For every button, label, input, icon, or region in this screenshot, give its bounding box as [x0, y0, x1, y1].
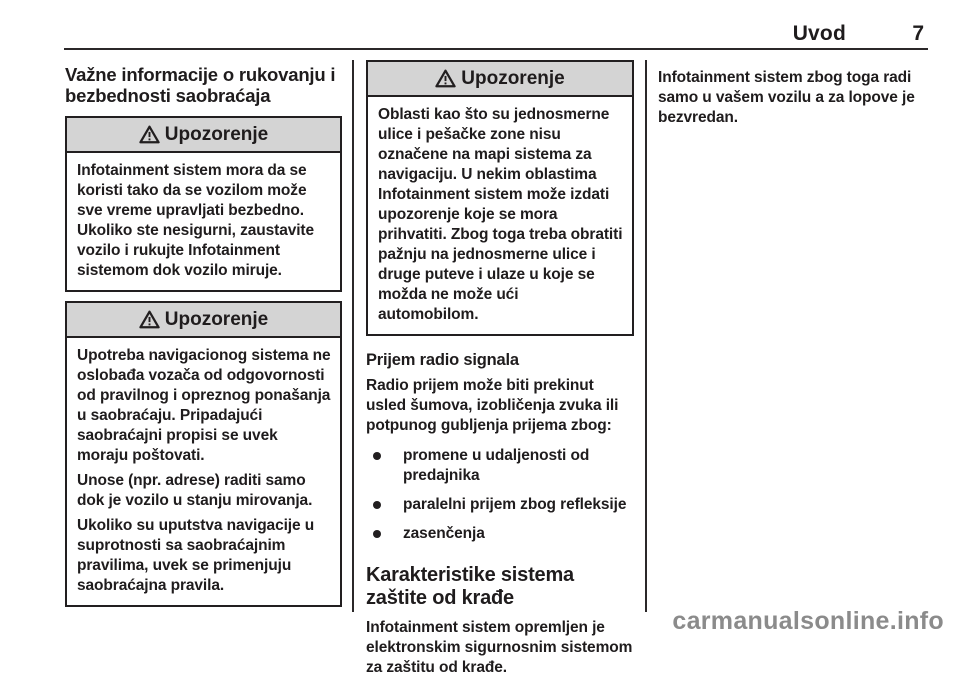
bullet-text: zasenčenja [403, 525, 485, 542]
radio-reception-paragraph: Radio prijem može biti prekinut usled šumova, izobličenja zvuka ili potpunog gubljenja prijema zbog: [366, 377, 619, 434]
warning-triangle-icon [139, 125, 160, 144]
theft-protection-heading: Karakteristike sistema zaštite od krađe [366, 564, 574, 609]
warning-label: Upozorenje [164, 308, 269, 330]
warning-box-2-paragraph: Upotreba navigacionog sistema ne oslobađa vozača od odgovornosti od pravilnog i opreznog ponašanja u saobraćaju. Pripadajući saobraćajni propisi se uvek moraju poštovati. [77, 347, 331, 464]
header-section-title: Uvod [792, 22, 846, 45]
warning-label: Upozorenje [461, 67, 565, 89]
theft-protection-continued-paragraph: Infotainment sistem zbog toga radi samo u vašem vozilu a za lopove je bezvredan. [658, 69, 915, 126]
warning-box-3 [366, 60, 634, 336]
column-divider-right [645, 60, 647, 612]
list-item [366, 446, 634, 486]
warning-box-3-body [368, 97, 632, 334]
warning-label: Upozorenje [164, 123, 269, 145]
column-divider-left [352, 60, 354, 612]
column-middle [366, 60, 634, 678]
list-item [366, 495, 634, 515]
header-rule [64, 48, 928, 50]
warning-box-1-body [67, 153, 340, 290]
warning-box-2-header [67, 303, 340, 338]
radio-reception-bullet-list [366, 446, 634, 544]
theft-protection-paragraph: Infotainment sistem opremljen je elektronskim sigurnosnim sistemom za zaštitu od krađe. [366, 619, 633, 676]
bullet-dot [373, 452, 381, 460]
column-right [658, 60, 934, 128]
warning-box-2-paragraph: Unose (npr. adrese) raditi samo dok je vozilo u stanju mirovanja. [77, 472, 313, 509]
warning-box-3-paragraph: Oblasti kao što su jednosmerne ulice i pešačke zone nisu označene na mapi sistema za navigaciju. U nekim oblastima Infotainment sistem može izdati upozorenje koje se mora prihvatiti. Zbog toga treba obratiti pažnju na jednosmerne ulice i druge puteve i ulaze u koje se možda ne može ući automobilom. [378, 106, 623, 323]
bullet-dot [373, 501, 381, 509]
page-title: Važne informacije o rukovanju i bezbednosti saobraćaja [65, 64, 336, 106]
bullet-text: paralelni prijem zbog refleksije [403, 496, 627, 513]
warning-triangle-icon [139, 310, 160, 329]
warning-box-1 [65, 116, 342, 292]
bullet-dot [373, 530, 381, 538]
warning-triangle-icon [435, 69, 456, 88]
bullet-text: promene u udaljenosti od predajnika [403, 447, 590, 484]
warning-box-1-header [67, 118, 340, 153]
warning-box-2 [65, 301, 342, 607]
watermark-text: carmanualsonline.info [672, 607, 944, 635]
radio-reception-heading: Prijem radio signala [366, 351, 519, 369]
warning-box-2-paragraph: Ukoliko su uputstva navigacije u suprotnosti sa saobraćajnim pravilima, uvek se primenjuju saobraćajna pravila. [77, 517, 315, 594]
page-number: 7 [912, 22, 924, 45]
list-item [366, 524, 634, 544]
warning-box-1-paragraph: Infotainment sistem mora da se koristi tako da se vozilom može sve vreme upravljati bezbedno. Ukoliko ste nesigurni, zaustavite vozilo i rukujte Infotainment sistemom dok vozilo miruje. [77, 162, 315, 279]
warning-box-2-body [67, 338, 340, 605]
warning-box-3-header [368, 62, 632, 97]
column-left [65, 60, 342, 616]
